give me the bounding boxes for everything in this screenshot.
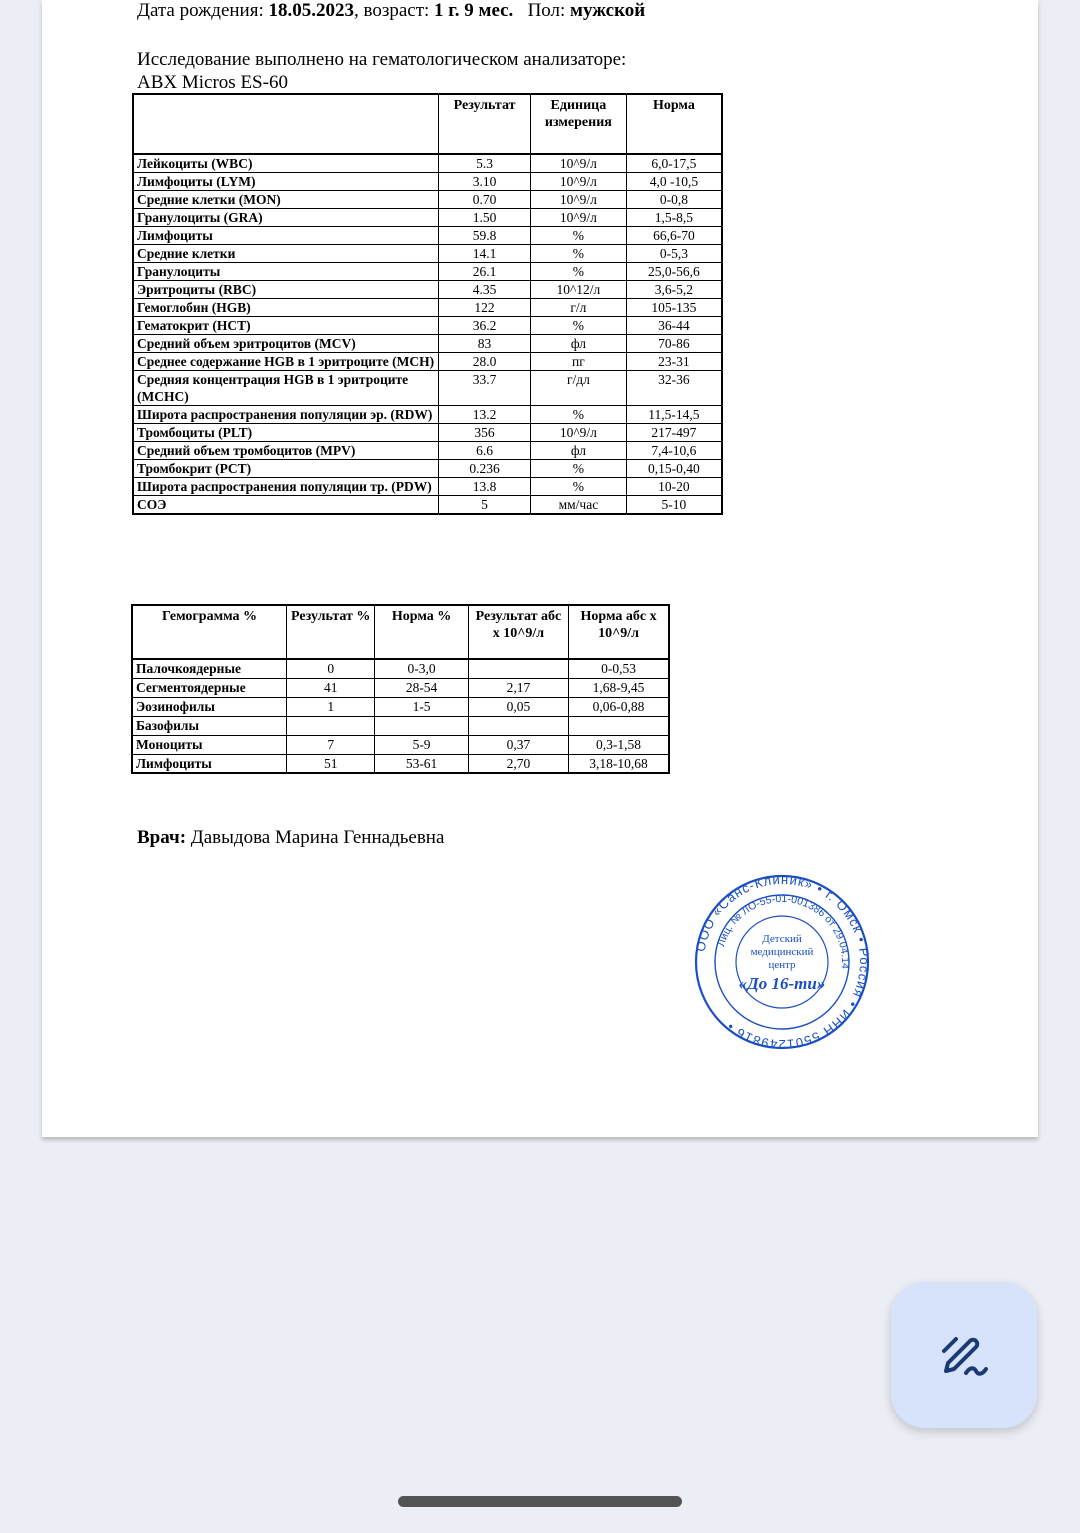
header-result-pct: Результат % bbox=[287, 605, 375, 659]
row-result: 83 bbox=[439, 335, 531, 353]
row-result: 122 bbox=[439, 299, 531, 317]
row-norm-pct: 28-54 bbox=[375, 678, 468, 697]
table-row bbox=[133, 353, 722, 371]
row-name: Широта распространения популяции тр. (PDW) bbox=[133, 478, 439, 496]
row-unit: % bbox=[530, 227, 626, 245]
row-norm-abs: 3,18-10,68 bbox=[569, 754, 669, 773]
table-row bbox=[132, 716, 669, 735]
row-result: 356 bbox=[439, 424, 531, 442]
row-norm: 4,0 -10,5 bbox=[626, 173, 722, 191]
row-result-abs bbox=[468, 659, 568, 678]
row-norm: 32-36 bbox=[626, 371, 722, 406]
row-name: Лейкоциты (WBC) bbox=[133, 154, 439, 173]
table-row bbox=[133, 460, 722, 478]
table-row bbox=[133, 442, 722, 460]
row-norm-pct: 1-5 bbox=[375, 697, 468, 716]
row-result-abs bbox=[468, 716, 568, 735]
sex-label: Пол: bbox=[527, 0, 571, 21]
row-norm-abs: 1,68-9,45 bbox=[569, 678, 669, 697]
row-unit: % bbox=[530, 478, 626, 496]
table-row bbox=[133, 191, 722, 209]
table-row bbox=[133, 424, 722, 442]
row-result: 6.6 bbox=[439, 442, 531, 460]
row-result-abs: 2,70 bbox=[468, 754, 568, 773]
row-name: Моноциты bbox=[132, 735, 287, 754]
row-result-pct: 51 bbox=[287, 754, 375, 773]
row-norm-pct bbox=[375, 716, 468, 735]
table-row bbox=[133, 263, 722, 281]
row-norm-abs: 0-0,53 bbox=[569, 659, 669, 678]
row-name: Гематокрит (HCT) bbox=[133, 317, 439, 335]
row-norm: 25,0-56,6 bbox=[626, 263, 722, 281]
header-unit: Единица измерения bbox=[530, 94, 626, 154]
table-row bbox=[133, 478, 722, 496]
doctor-signature-line bbox=[137, 827, 444, 849]
row-unit: 10^9/л bbox=[530, 209, 626, 227]
row-result-abs: 0,05 bbox=[468, 697, 568, 716]
edit-fab-button[interactable] bbox=[891, 1282, 1037, 1428]
row-result: 13.2 bbox=[439, 406, 531, 424]
doctor-name: Давыдова Марина Геннадьевна bbox=[190, 827, 445, 848]
row-unit: % bbox=[530, 460, 626, 478]
row-unit: мм/час bbox=[530, 496, 626, 515]
hemogram-table bbox=[131, 604, 670, 774]
row-name: Тромбоциты (PLT) bbox=[133, 424, 439, 442]
row-name: Средние клетки (MON) bbox=[133, 191, 439, 209]
row-unit: г/дл bbox=[530, 371, 626, 406]
row-name: Палочкоядерные bbox=[132, 659, 287, 678]
row-name: Сегментоядерные bbox=[132, 678, 287, 697]
sex-value: мужской bbox=[570, 0, 646, 21]
row-name: Средние клетки bbox=[133, 245, 439, 263]
row-name: Гранулоциты (GRA) bbox=[133, 209, 439, 227]
row-norm: 5-10 bbox=[626, 496, 722, 515]
header-norm-pct: Норма % bbox=[375, 605, 468, 659]
table-row bbox=[133, 227, 722, 245]
row-result: 33.7 bbox=[439, 371, 531, 406]
stamp-center-line-2: медицинский bbox=[750, 946, 814, 958]
table-row bbox=[133, 371, 722, 406]
row-unit: 10^9/л bbox=[530, 191, 626, 209]
table-row bbox=[133, 335, 722, 353]
row-unit: 10^9/л bbox=[530, 154, 626, 173]
stamp-center-line-4: «До 16-ти» bbox=[738, 974, 826, 993]
row-name: СОЭ bbox=[133, 496, 439, 515]
row-unit: г/л bbox=[530, 299, 626, 317]
table-row bbox=[133, 406, 722, 424]
row-norm: 23-31 bbox=[626, 353, 722, 371]
row-result: 1.50 bbox=[439, 209, 531, 227]
patient-info-line bbox=[137, 0, 645, 22]
row-norm-pct: 0-3,0 bbox=[375, 659, 468, 678]
row-result-abs: 0,37 bbox=[468, 735, 568, 754]
table-header-row bbox=[133, 94, 722, 154]
row-norm: 10-20 bbox=[626, 478, 722, 496]
row-unit: 10^9/л bbox=[530, 173, 626, 191]
row-result: 28.0 bbox=[439, 353, 531, 371]
study-line-2: ABX Micros ES-60 bbox=[137, 72, 288, 93]
row-norm-abs bbox=[569, 716, 669, 735]
table-row bbox=[133, 281, 722, 299]
table-row bbox=[133, 317, 722, 335]
row-norm: 0-0,8 bbox=[626, 191, 722, 209]
study-description bbox=[137, 48, 626, 94]
row-result: 14.1 bbox=[439, 245, 531, 263]
row-norm: 217-497 bbox=[626, 424, 722, 442]
row-norm-pct: 5-9 bbox=[375, 735, 468, 754]
clinic-stamp bbox=[692, 872, 872, 1052]
table-row bbox=[132, 754, 669, 773]
header-norm-abs: Норма абс х 10^9/л bbox=[569, 605, 669, 659]
age-value: 1 г. 9 мес. bbox=[434, 0, 514, 21]
row-unit: % bbox=[530, 263, 626, 281]
row-norm: 36-44 bbox=[626, 317, 722, 335]
row-result-pct: 41 bbox=[287, 678, 375, 697]
edit-pen-icon bbox=[936, 1327, 992, 1383]
row-norm: 11,5-14,5 bbox=[626, 406, 722, 424]
home-indicator[interactable] bbox=[398, 1496, 682, 1507]
header-result-abs: Результат абс х 10^9/л bbox=[468, 605, 568, 659]
birth-date: 18.05.2023 bbox=[268, 0, 354, 21]
row-name: Средний объем эритроцитов (MCV) bbox=[133, 335, 439, 353]
row-norm-abs: 0,3-1,58 bbox=[569, 735, 669, 754]
table-row bbox=[132, 659, 669, 678]
row-name: Эритроциты (RBC) bbox=[133, 281, 439, 299]
row-result: 5.3 bbox=[439, 154, 531, 173]
row-norm: 7,4-10,6 bbox=[626, 442, 722, 460]
row-name: Средний объем тромбоцитов (MPV) bbox=[133, 442, 439, 460]
row-result: 3.10 bbox=[439, 173, 531, 191]
table-row bbox=[133, 173, 722, 191]
table-row bbox=[132, 678, 669, 697]
stamp-center-line-3: центр bbox=[768, 959, 796, 971]
row-norm: 1,5-8,5 bbox=[626, 209, 722, 227]
row-norm: 3,6-5,2 bbox=[626, 281, 722, 299]
row-name: Лимфоциты (LYM) bbox=[133, 173, 439, 191]
table-row bbox=[133, 245, 722, 263]
row-norm-abs: 0,06-0,88 bbox=[569, 697, 669, 716]
table-row bbox=[133, 154, 722, 173]
header-norm: Норма bbox=[626, 94, 722, 154]
row-name: Средняя концентрация HGB в 1 эритроците (MCHC) bbox=[133, 371, 439, 406]
table-row bbox=[133, 209, 722, 227]
row-result: 0.70 bbox=[439, 191, 531, 209]
row-norm: 105-135 bbox=[626, 299, 722, 317]
study-line-1: Исследование выполнено на гематологическом анализаторе: bbox=[137, 49, 627, 70]
table-header-row bbox=[132, 605, 669, 659]
row-unit: 10^9/л bbox=[530, 424, 626, 442]
row-norm: 66,6-70 bbox=[626, 227, 722, 245]
table-row bbox=[133, 299, 722, 317]
row-result-pct: 7 bbox=[287, 735, 375, 754]
row-norm: 0,15-0,40 bbox=[626, 460, 722, 478]
row-result: 13.8 bbox=[439, 478, 531, 496]
row-unit: % bbox=[530, 317, 626, 335]
table-row bbox=[132, 735, 669, 754]
table-row bbox=[133, 496, 722, 515]
stamp-outer-text: ООО «Санс-Клиник» • г. Омск • Россия • ИНН 5501249816 • bbox=[692, 872, 872, 1052]
row-unit: 10^12/л bbox=[530, 281, 626, 299]
row-unit: фл bbox=[530, 335, 626, 353]
row-unit: фл bbox=[530, 442, 626, 460]
document-page bbox=[42, 0, 1038, 1137]
row-unit: % bbox=[530, 245, 626, 263]
row-name: Среднее содержание HGB в 1 эритроците (MCH) bbox=[133, 353, 439, 371]
row-name: Базофилы bbox=[132, 716, 287, 735]
birth-label: Дата рождения: bbox=[137, 0, 269, 21]
header-result: Результат bbox=[439, 94, 531, 154]
header-hemogram: Гемограмма % bbox=[132, 605, 287, 659]
row-name: Широта распространения популяции эр. (RDW) bbox=[133, 406, 439, 424]
row-result: 36.2 bbox=[439, 317, 531, 335]
row-norm: 6,0-17,5 bbox=[626, 154, 722, 173]
row-norm-pct: 53-61 bbox=[375, 754, 468, 773]
row-norm: 0-5,3 bbox=[626, 245, 722, 263]
row-result: 0.236 bbox=[439, 460, 531, 478]
row-name: Лимфоциты bbox=[132, 754, 287, 773]
row-unit: % bbox=[530, 406, 626, 424]
row-unit: пг bbox=[530, 353, 626, 371]
row-result-pct: 0 bbox=[287, 659, 375, 678]
row-result-pct bbox=[287, 716, 375, 735]
row-result: 5 bbox=[439, 496, 531, 515]
row-result: 4.35 bbox=[439, 281, 531, 299]
blood-test-table bbox=[132, 93, 723, 515]
row-result-pct: 1 bbox=[287, 697, 375, 716]
row-result: 26.1 bbox=[439, 263, 531, 281]
doctor-label: Врач: bbox=[137, 827, 187, 848]
table-row bbox=[132, 697, 669, 716]
row-name: Лимфоциты bbox=[133, 227, 439, 245]
stamp-license-text: Лиц. № ЛО-55-01-001386 от 29.04.14 bbox=[715, 892, 852, 970]
row-name: Эозинофилы bbox=[132, 697, 287, 716]
row-name: Гемоглобин (HGB) bbox=[133, 299, 439, 317]
row-result-abs: 2,17 bbox=[468, 678, 568, 697]
age-label: , возраст: bbox=[353, 0, 435, 21]
stamp-center-line-1: Детский bbox=[762, 933, 802, 945]
row-result: 59.8 bbox=[439, 227, 531, 245]
row-name: Гранулоциты bbox=[133, 263, 439, 281]
row-norm: 70-86 bbox=[626, 335, 722, 353]
row-name: Тромбокрит (PCT) bbox=[133, 460, 439, 478]
